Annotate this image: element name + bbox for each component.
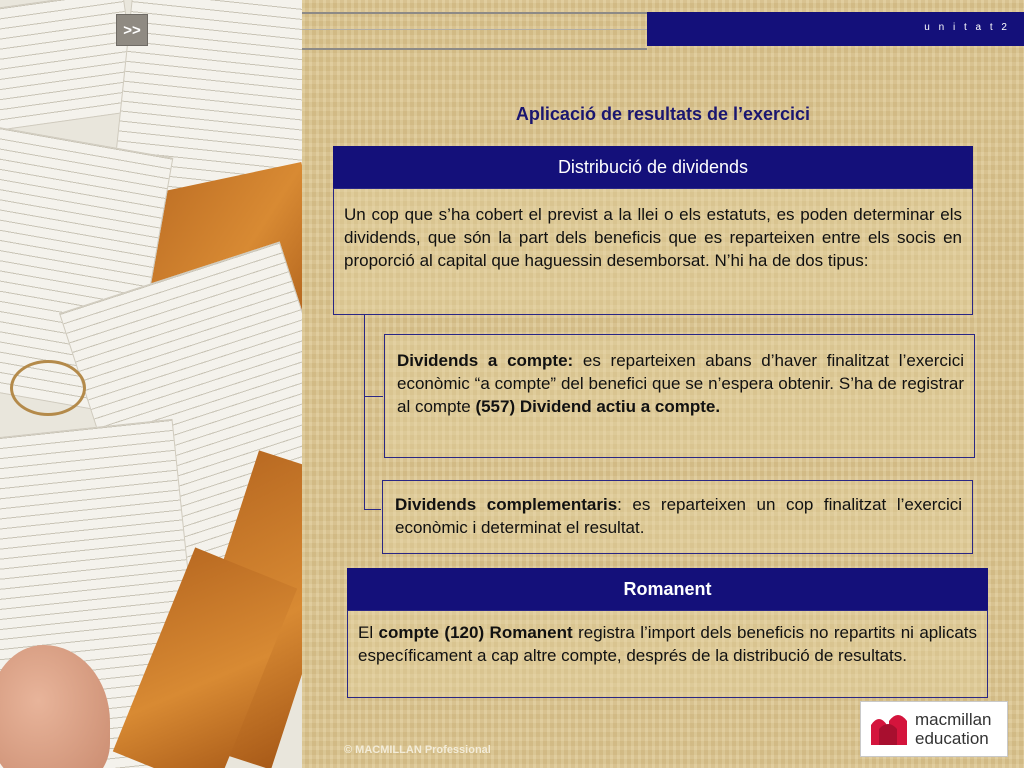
distribucio-intro-text: Un cop que s’ha cobert el previst a la llei o els estatuts, es poden determinar els dividends, que són la part dels beneficis que es reparteixen entre els socis en proporció al capital que haguessin desemborsat. N’hi ha de dos tipus:	[344, 205, 962, 270]
unit-bar	[647, 12, 1024, 46]
page-title: Aplicació de resultats de l’exercici	[515, 104, 811, 124]
unit-label: u n i t a t 2	[924, 22, 1010, 33]
dividends-compte-account: (557) Dividend actiu a compte.	[475, 397, 721, 416]
dividends-compte-box	[384, 334, 975, 458]
decorative-photo	[0, 0, 302, 768]
romanent-account: compte (120) Romanent	[378, 623, 573, 642]
romanent-box	[347, 610, 988, 698]
dividends-compte-term: Dividends a compte:	[397, 351, 574, 370]
tree-connector-vertical	[364, 315, 365, 510]
dividends-compte-text: es reparteixen abans d’haver finalitzat l’exercici econòmic “a compte” del benefici que se n’espera obtenir. S’ha de registrar al compte	[397, 351, 964, 416]
dividends-complementaris-term: Dividends complementaris	[395, 495, 618, 514]
slide-content	[302, 0, 1024, 768]
romanent-header-label: Romanent	[623, 578, 712, 599]
distribucio-intro-box	[333, 188, 973, 315]
dividends-complementaris-box	[382, 480, 973, 554]
logo-line1: macmillan	[915, 710, 992, 729]
distribucio-header	[333, 146, 973, 188]
dividends-complementaris-text: : es reparteixen un cop finalitzat l’exercici econòmic i determinat el resultat.	[395, 495, 962, 537]
tree-connector-complementaris	[364, 509, 381, 510]
logo-line2: education	[915, 729, 989, 748]
macmillan-logo	[860, 701, 1008, 757]
glasses-image	[10, 360, 86, 416]
romanent-text-b: registra l’import dels beneficis no repartits ni aplicats específicament a cap altre compte, després de la distribució de resultats.	[358, 623, 977, 665]
macmillan-logo-icon	[869, 711, 909, 747]
distribucio-header-label: Distribució de dividends	[557, 156, 749, 177]
next-slide-button[interactable]: >>	[116, 14, 148, 46]
tree-connector-compte	[364, 396, 383, 397]
copyright: © MACMILLAN Professional	[344, 744, 491, 756]
romanent-header	[347, 568, 988, 610]
header-rule	[302, 12, 647, 50]
romanent-text-a: El	[358, 623, 379, 642]
